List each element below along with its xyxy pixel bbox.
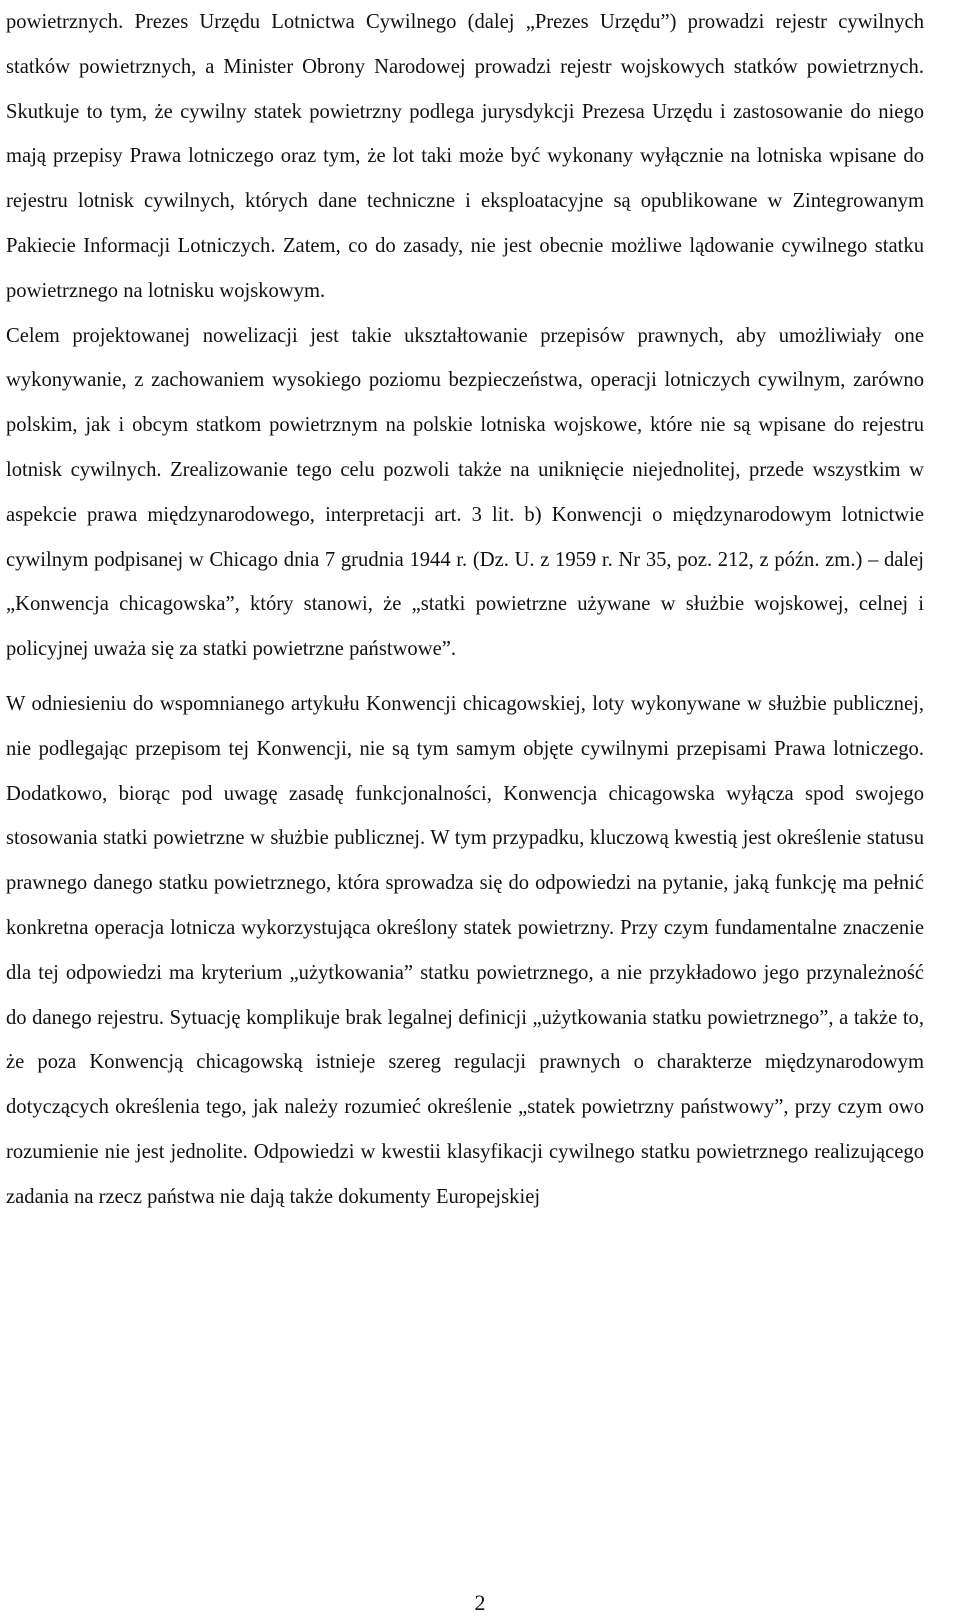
- paragraph-2: Celem projektowanej nowelizacji jest takie ukształtowanie przepisów prawnych, aby umożliwiały one wykonywanie, z zachowaniem wysokiego poziomu bezpieczeństwa, operacji lotniczych cywilnym, zarówno polskim, jak i obcym statkom powietrznym na polskie lotniska wojskowe, które nie są wpisane do rejestru lotnisk cywilnych. Zrealizowanie tego celu pozwoli także na uniknięcie niejednolitej, przede wszystkim w aspekcie prawa międzynarodowego, interpretacji art. 3 lit. b) Konwencji o międzynarodowym lotnictwie cywilnym podpisanej w Chicago dnia 7 grudnia 1944 r. (Dz. U. z 1959 r. Nr 35, poz. 212, z późn. zm.) – dalej „Konwencja chicagowska”, który stanowi, że „statki powietrzne używane w służbie wojskowej, celnej i policyjnej uważa się za statki powietrzne państwowe”.: [6, 324, 924, 661]
- document-body: [6, 0, 924, 1220]
- page-number: 2: [474, 1590, 486, 1615]
- paragraph-1: powietrznych. Prezes Urzędu Lotnictwa Cywilnego (dalej „Prezes Urzędu”) prowadzi rejestr cywilnych statków powietrznych, a Minister Obrony Narodowej prowadzi rejestr wojskowych statków powietrznych. Skutkuje to tym, że cywilny statek powietrzny podlega jurysdykcji Prezesa Urzędu i zastosowanie do niego mają przepisy Prawa lotniczego oraz tym, że lot taki może być wykonany wyłącznie na lotniska wpisane do rejestru lotnisk cywilnych, których dane techniczne i eksploatacyjne są opublikowane w Zintegrowanym Pakiecie Informacji Lotniczych. Zatem, co do zasady, nie jest obecnie możliwe lądowanie cywilnego statku powietrznego na lotnisku wojskowym.: [6, 11, 924, 302]
- paragraph-3: W odniesieniu do wspomnianego artykułu Konwencji chicagowskiej, loty wykonywane w służbie publicznej, nie podlegając przepisom tej Konwencji, nie są tym samym objęte cywilnymi przepisami Prawa lotniczego. Dodatkowo, biorąc pod uwagę zasadę funkcjonalności, Konwencja chicagowska wyłącza spod swojego stosowania statki powietrzne w służbie publicznej. W tym przypadku, kluczową kwestią jest określenie statusu prawnego danego statku powietrznego, która sprowadza się do odpowiedzi na pytanie, jaką funkcję ma pełnić konkretna operacja lotnicza wykorzystująca określony statek powietrzny. Przy czym fundamentalne znaczenie dla tej odpowiedzi ma kryterium „użytkowania” statku powietrznego, a nie przykładowo jego przynależność do danego rejestru. Sytuację komplikuje brak legalnej definicji „użytkowania statku powietrznego”, a także to, że poza Konwencją chicagowską istnieje szereg regulacji prawnych o charakterze międzynarodowym dotyczących określenia tego, jak należy rozumieć określenie „statek powietrzny państwowy”, przy czym owo rozumienie nie jest jednolite. Odpowiedzi w kwestii klasyfikacji cywilnego statku powietrznego realizującego zadania na rzecz państwa nie dają także dokumenty Europejskiej: [6, 692, 924, 1208]
